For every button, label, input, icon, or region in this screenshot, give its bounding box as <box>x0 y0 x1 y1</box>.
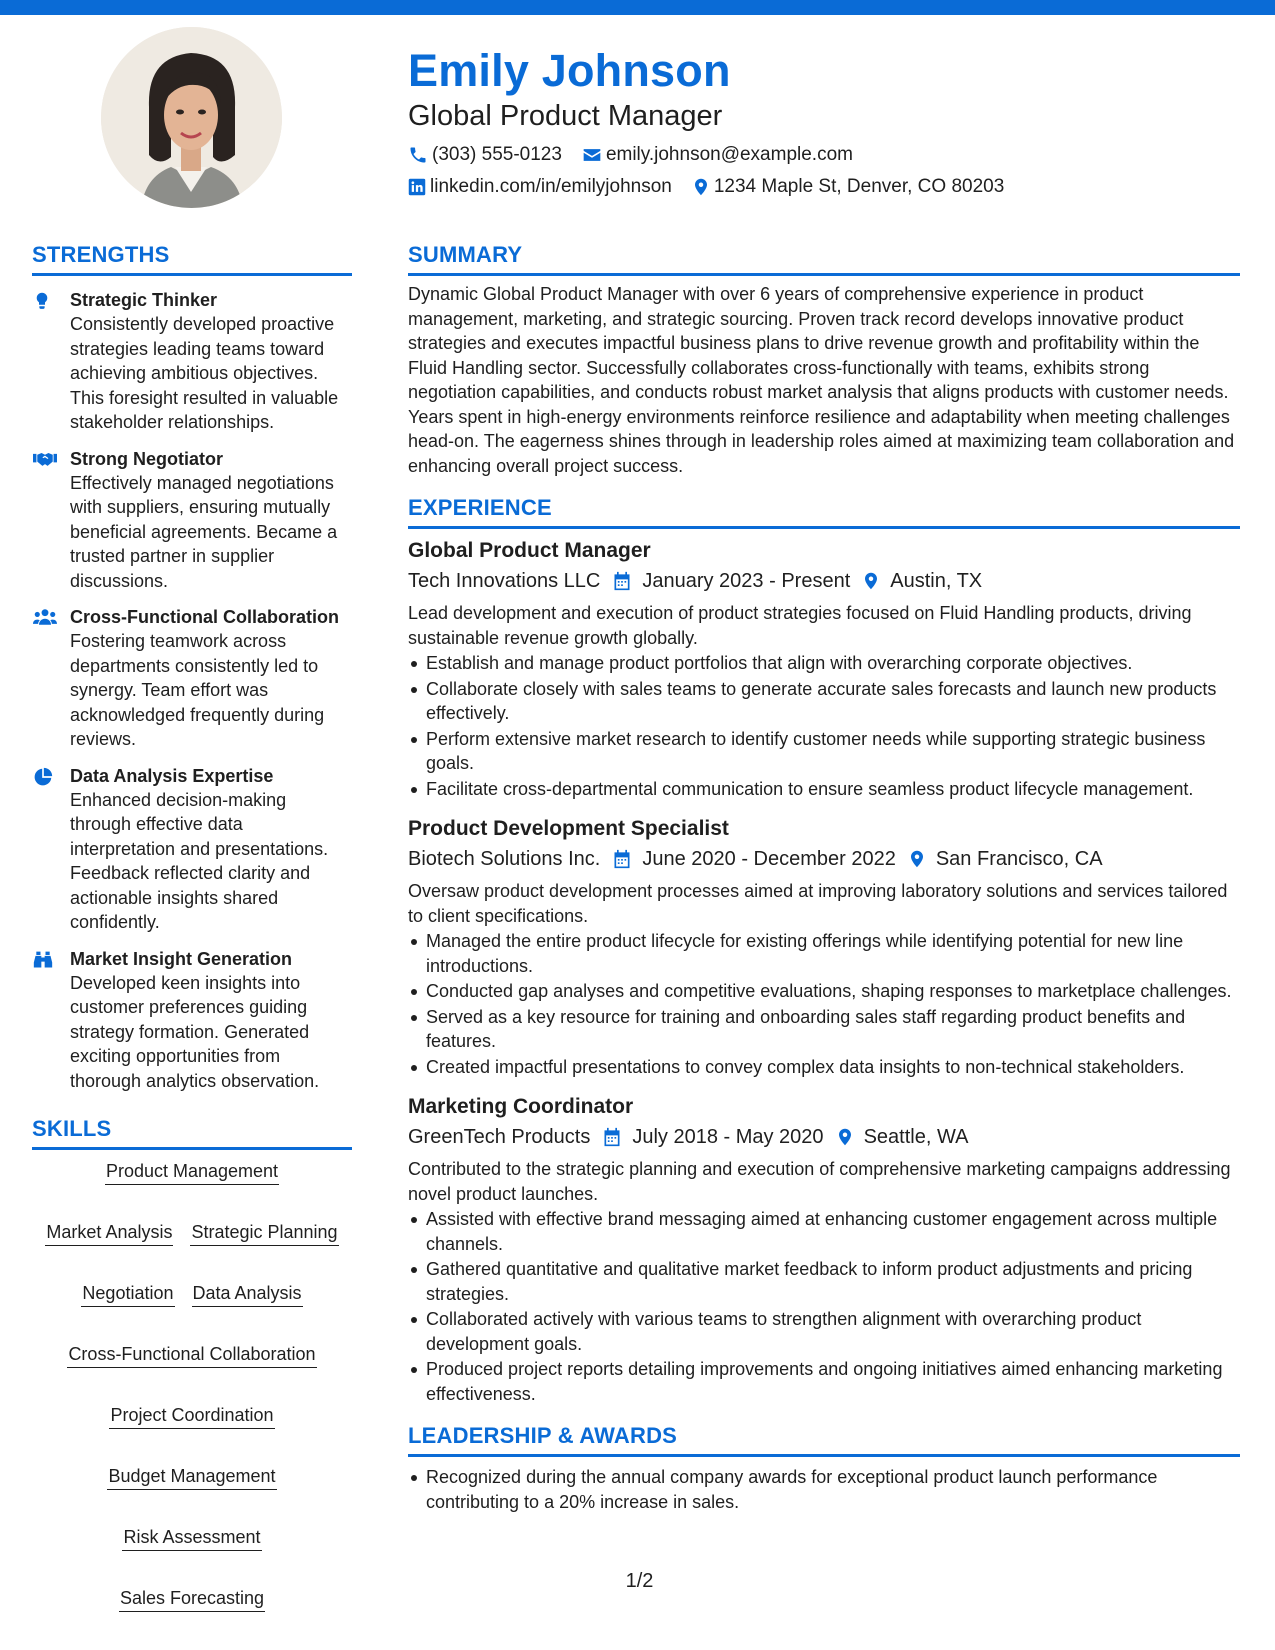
linkedin-contact[interactable] <box>408 174 672 200</box>
awards-bullets <box>408 1465 1240 1514</box>
bullet-item: Collaborated actively with various teams to strengthen alignment with overarching product development goals. <box>408 1307 1240 1356</box>
map-pin-icon <box>862 571 880 591</box>
job-description: Lead development and execution of product strategies focused on Fluid Handling products, driving sustainable revenue growth globally. <box>408 603 1192 648</box>
page-number <box>0 1570 1275 1593</box>
bullet-item: Facilitate cross-departmental communication to ensure seamless product lifecycle management. <box>408 777 1240 802</box>
skill-tag: Budget Management <box>107 1465 276 1490</box>
strength-desc: Developed keen insights into customer preferences guiding strategy formation. Generated exciting opportunities from thorough analytics observation. <box>70 972 320 1091</box>
calendar-icon <box>612 849 632 869</box>
address-contact <box>692 174 1004 200</box>
bullet-item: Served as a key resource for training and onboarding sales staff regarding product benefits and features. <box>408 1005 1240 1054</box>
strength-item <box>32 447 352 594</box>
skill-tag: Data Analysis <box>192 1282 303 1307</box>
envelope-icon <box>582 145 602 165</box>
strength-title: Cross-Functional Collaboration <box>70 607 340 627</box>
map-pin-icon <box>836 1127 854 1147</box>
job-entry <box>408 537 1240 801</box>
skills-list <box>32 1150 352 1612</box>
bullet-item: Gathered quantitative and qualitative market feedback to inform product adjustments and pricing strategies. <box>408 1257 1240 1306</box>
skill-tag: Project Coordination <box>109 1404 274 1429</box>
contact-row-2 <box>408 174 1248 200</box>
job-bullets <box>408 929 1240 1079</box>
bullet-item: Assisted with effective brand messaging aimed at enhancing customer engagement across multiple channels. <box>408 1207 1240 1256</box>
bullet-item: Created impactful presentations to convey complex data insights to non-technical stakeholders. <box>408 1055 1240 1080</box>
job-description: Contributed to the strategic planning and execution of comprehensive marketing campaigns addressing novel product launches. <box>408 1159 1231 1204</box>
job-meta <box>408 1123 1240 1151</box>
job-meta <box>408 845 1240 873</box>
job-title: Marketing Coordinator <box>408 1095 634 1118</box>
job-entry <box>408 1093 1240 1406</box>
job-location: Seattle, WA <box>863 1126 969 1148</box>
right-column <box>408 241 1240 1514</box>
job-bullets <box>408 651 1240 801</box>
strength-item <box>32 288 352 435</box>
left-column <box>32 241 352 1612</box>
page-number-text: 1/2 <box>625 1570 654 1592</box>
resume-header <box>408 44 1248 200</box>
calendar-icon <box>602 1127 622 1147</box>
map-pin-icon <box>908 849 926 869</box>
summary-text: Dynamic Global Product Manager with over 6 years of comprehensive experience in product management, marketing, and strategic sourcing. Proven track record develops innovative product strategies and executes impactful business plans to drive revenue growth and profitability within the Fluid Handling sector. Successfully collaborates cross-functionally with teams, exhibits strong negotiation capabilities, and conducts robust market analysis that aligns products with customer needs. Years spent in high-energy environments reinforce resilience and adaptability when meeting challenges head-on. The eagerness shines through in leadership roles aimed at maximizing team collaboration and enhancing overall project success. <box>408 284 1235 476</box>
job-dates: July 2018 - May 2020 <box>632 1126 824 1148</box>
job-company: Biotech Solutions Inc. <box>408 848 601 870</box>
strength-item <box>32 947 352 1094</box>
job-title: Global Product Manager <box>408 539 651 562</box>
job-entry <box>408 815 1240 1079</box>
bullet-item: Produced project reports detailing improvements and ongoing initiatives aimed enhancing marketing effectiveness. <box>408 1357 1240 1406</box>
strength-desc: Enhanced decision-making through effective data interpretation and presentations. Feedback reflected clarity and actionable insights shared confidently. <box>70 789 329 932</box>
skill-tag: Strategic Planning <box>190 1221 338 1246</box>
pie-chart-icon <box>33 767 53 787</box>
job-title: Product Development Specialist <box>408 817 729 840</box>
skill-tag: Cross-Functional Collaboration <box>67 1343 316 1368</box>
bullet-item: Collaborate closely with sales teams to generate accurate sales forecasts and launch new products effectively. <box>408 677 1240 726</box>
phone-contact[interactable] <box>408 142 562 168</box>
awards-section <box>408 1422 1240 1514</box>
strength-title: Strong Negotiator <box>70 448 223 469</box>
skills-section <box>32 1115 352 1612</box>
top-accent-bar <box>0 0 1275 15</box>
strength-item <box>32 605 352 752</box>
lightbulb-icon <box>33 291 51 311</box>
job-company: GreenTech Products <box>408 1126 591 1148</box>
linkedin-icon <box>408 178 426 196</box>
skill-tag: Negotiation <box>81 1282 174 1307</box>
binoculars-icon <box>33 950 53 970</box>
job-meta <box>408 567 1240 595</box>
contact-row-1 <box>408 142 1248 168</box>
strengths-heading: STRENGTHS <box>32 241 352 276</box>
skill-tag: Product Management <box>105 1160 279 1185</box>
strength-item <box>32 764 352 935</box>
linkedin-text: linkedin.com/in/emilyjohnson <box>430 176 672 197</box>
job-location: San Francisco, CA <box>935 848 1103 870</box>
job-location: Austin, TX <box>890 570 983 592</box>
strength-desc: Consistently developed proactive strategies leading teams toward achieving ambitious objectives. This foresight resulted in valuable stakeholder relationships. <box>70 314 339 432</box>
handshake-icon <box>33 450 57 468</box>
strength-desc: Fostering teamwork across departments consistently led to synergy. Team effort was acknowledged frequently during reviews. <box>70 631 325 749</box>
strength-title: Market Insight Generation <box>70 948 293 969</box>
job-dates: June 2020 - December 2022 <box>642 848 896 870</box>
skill-tag: Sales Forecasting <box>119 1587 265 1612</box>
calendar-icon <box>612 571 632 591</box>
experience-section <box>408 494 1240 1406</box>
bullet-item: Recognized during the annual company awards for exceptional product launch performance contributing to a 20% increase in sales. <box>408 1465 1240 1514</box>
email-text: emily.johnson@example.com <box>605 144 853 165</box>
bullet-item: Perform extensive market research to identify customer needs while supporting strategic business goals. <box>408 727 1240 776</box>
candidate-role: Global Product Manager <box>408 100 723 132</box>
phone-text: (303) 555-0123 <box>432 144 562 165</box>
candidate-name: Emily Johnson <box>408 45 731 96</box>
job-bullets <box>408 1207 1240 1406</box>
map-pin-icon <box>692 177 710 197</box>
job-company: Tech Innovations LLC <box>408 570 601 592</box>
bullet-item: Conducted gap analyses and competitive evaluations, shaping responses to marketplace challenges. <box>408 979 1240 1004</box>
bullet-item: Managed the entire product lifecycle for existing offerings while identifying potential for new line introductions. <box>408 929 1240 978</box>
strength-title: Strategic Thinker <box>70 290 218 310</box>
strength-desc: Effectively managed negotiations with suppliers, ensuring mutually beneficial agreements. Became a trusted partner in supplier discussions. <box>70 472 338 591</box>
awards-heading: LEADERSHIP & AWARDS <box>408 1422 1240 1457</box>
profile-photo <box>101 27 282 208</box>
skills-heading: SKILLS <box>32 1115 352 1150</box>
skill-tag: Risk Assessment <box>122 1526 261 1551</box>
job-dates: January 2023 - Present <box>642 570 851 592</box>
job-description: Oversaw product development processes aimed at improving laboratory solutions and services tailored to client specifications. <box>408 881 1228 926</box>
skill-tag: Market Analysis <box>45 1221 173 1246</box>
bullet-item: Establish and manage product portfolios that align with overarching corporate objectives. <box>408 651 1240 676</box>
summary-heading: SUMMARY <box>408 241 1240 276</box>
users-icon <box>33 608 57 626</box>
experience-heading: EXPERIENCE <box>408 494 1240 529</box>
phone-icon <box>408 145 428 165</box>
address-text: 1234 Maple St, Denver, CO 80203 <box>713 176 1005 197</box>
email-contact[interactable] <box>582 142 853 168</box>
strength-title: Data Analysis Expertise <box>70 765 274 786</box>
